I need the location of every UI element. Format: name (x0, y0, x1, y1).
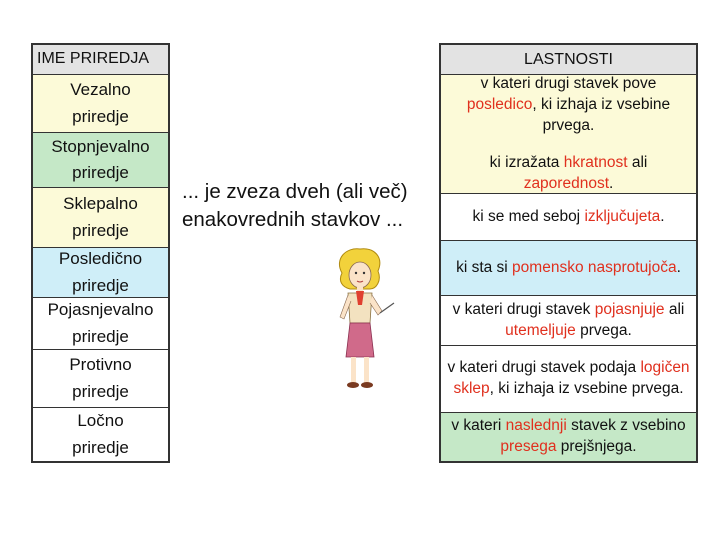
property-highlight: logičen sklep (453, 359, 690, 397)
type-line2: priredje (72, 381, 129, 401)
property-highlight: zaporednost (523, 175, 609, 192)
type-line1: Posledično (58, 249, 143, 269)
type-line1: Vezalno (70, 80, 131, 100)
definition-text (182, 178, 444, 234)
type-line2: priredje (72, 437, 129, 457)
property-highlight: pojasnjuje (594, 300, 665, 318)
property-text: prvega. (575, 321, 632, 339)
property-text: , ki izhaja iz vsebine prvega. (489, 380, 684, 397)
property-text: prejšnjega. (556, 438, 637, 455)
type-line2: priredje (72, 163, 129, 182)
property-text: ali (627, 154, 648, 172)
type-cell-posledicno (33, 248, 168, 298)
type-cell-protivno (33, 350, 168, 408)
property-highlight: naslednji (505, 417, 567, 435)
property-text: ki izražata (489, 154, 564, 172)
property-cell-pojasnjevalno (441, 296, 696, 346)
property-text: ki se med seboj (472, 207, 585, 225)
type-line2: priredje (72, 106, 129, 126)
property-text: ki sta si (456, 258, 513, 276)
property-text: v kateri drugi stavek podaja (447, 359, 641, 377)
property-cell-sklepalno-logicen (441, 346, 696, 413)
type-line1: Pojasnjevalno (47, 300, 154, 320)
type-line2: priredje (72, 220, 129, 240)
type-cell-sklepalno (33, 188, 168, 248)
property-column (439, 43, 698, 463)
property-text: v kateri drugi stavek pove (480, 75, 657, 93)
property-highlight: hkratnost (563, 154, 628, 172)
type-cell-vezalno (33, 75, 168, 133)
property-highlight: izključujeta (584, 207, 661, 225)
type-line1: Protivno (69, 355, 132, 375)
type-line1: Stopnjevalno (51, 136, 150, 156)
type-line1: Ločno (77, 411, 124, 431)
property-header: LASTNOSTI (441, 45, 696, 75)
type-cell-locno (33, 408, 168, 461)
property-text: , ki izhaja iz vsebine prvega. (532, 96, 671, 134)
type-line2: priredje (72, 275, 129, 295)
type-cell-stopnjevalno (33, 133, 168, 188)
type-cell-pojasnjevalno (33, 298, 168, 350)
property-text: . (660, 207, 665, 225)
cartoon-woman-illustration (320, 245, 400, 395)
definition-line2: enakovrednih stavkov ... (182, 208, 404, 231)
property-text: ali (664, 300, 685, 318)
property-highlight: posledico (466, 96, 533, 114)
definition-line1: ... je zveza dveh (ali več) (182, 180, 408, 203)
type-line1: Sklepalno (63, 194, 138, 214)
type-column (31, 43, 170, 463)
property-cell-stopnjevalno-presega (441, 413, 696, 461)
type-line2: priredje (72, 326, 129, 346)
property-text: . (609, 175, 614, 192)
property-highlight: utemeljuje (505, 321, 576, 339)
property-cell-stopnjevalno (441, 149, 696, 199)
property-highlight: presega (500, 438, 557, 455)
property-highlight: pomensko nasprotujoča (512, 258, 677, 276)
property-cell-protivno-nasprotujoca (441, 241, 696, 296)
property-text: . (676, 258, 681, 276)
type-header: IME PRIREDJA (33, 45, 168, 75)
property-cell-locno-izkljucujeta (441, 193, 696, 241)
property-text: v kateri (451, 417, 506, 435)
property-text: v kateri drugi stavek (452, 300, 595, 318)
property-text: stavek z vsebino (566, 417, 686, 435)
